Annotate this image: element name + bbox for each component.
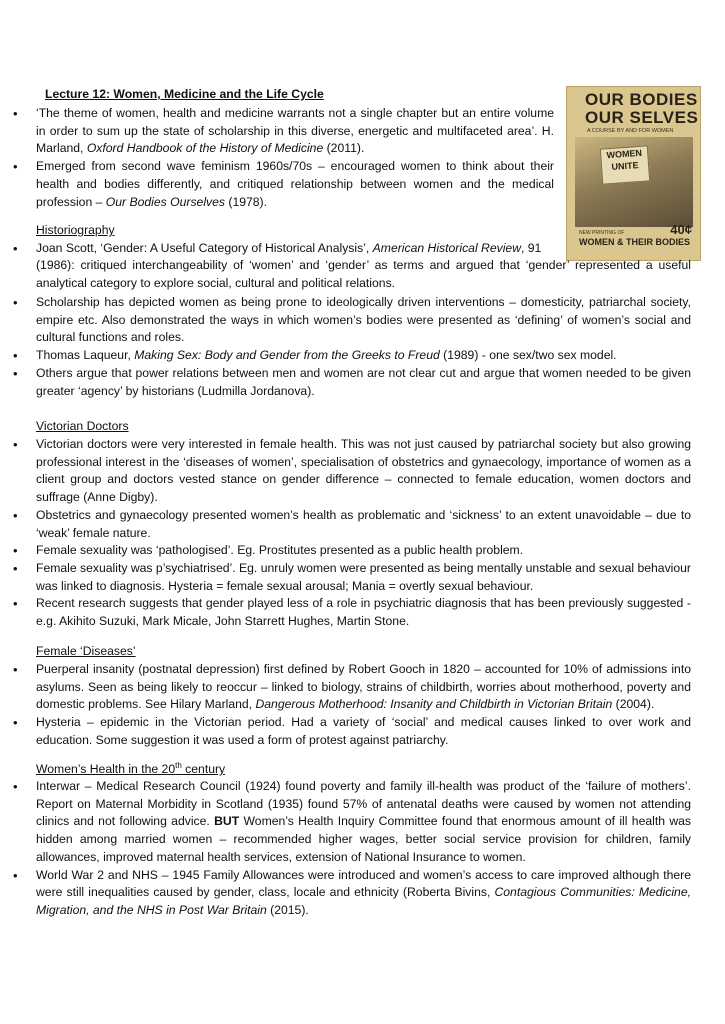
- cover-price: 40¢: [670, 222, 692, 237]
- cover-subtitle: A COURSE BY AND FOR WOMEN: [587, 128, 674, 134]
- list-item: • Female sexuality was p’sychiatrised’. Eg. unruly women were presented as being mentally unstable and sexual behaviour was linked to diagnosis. Hysteria = female sexual arousal; Mania = overtly sexual behaviour.: [20, 560, 691, 595]
- list-item: • Emerged from second wave feminism 1960s/70s – encouraged women to think about their health and bodies differently, and critiqued relationship between women and the medical profession – Our Bodies Ourselves (1978).: [20, 158, 554, 211]
- list-item: • Recent research suggests that gender played less of a role in psychiatric diagnosis that has been previously suggested - e.g. Akihito Suzuki, Mark Micale, John Starrett Hughes, Martin Stone.: [20, 595, 691, 630]
- list-item: • ‘The theme of women, health and medicine warrants not a single chapter but an entire volume in order to sum up the state of scholarship in this diverse, energetic and multifaceted area’. H. Marland, Oxford Handbook of the History of Medicine (2011).: [20, 105, 554, 158]
- list-item: • Thomas Laqueur, Making Sex: Body and Gender from the Greeks to Freud (1989) - one sex/two sex model.: [20, 347, 691, 365]
- cover-title-line2: OUR SELVES: [585, 108, 699, 127]
- list-item: • Obstetrics and gynaecology presented women’s health as problematic and ‘sickness’ to an extent unavoidable – due to ‘weak’ female nature.: [20, 507, 691, 542]
- cover-footer: WOMEN & THEIR BODIES: [579, 237, 691, 247]
- twentieth-list: [20, 778, 691, 920]
- list-item: • World War 2 and NHS – 1945 Family Allowances were introduced and women’s access to care improved although there were still inequalities caused by gender, class, locale and ethnicity (Roberta Bivins, Contagious Communities: Medicine, Migration, and the NHS in Post War Britain (2015).: [20, 867, 691, 920]
- cover-small-text: NEW PRINTING OF: [579, 230, 625, 236]
- diseases-list: [20, 661, 691, 750]
- cover-sign-line1: WOMEN: [606, 147, 643, 161]
- twentieth-heading: Women’s Health in the 20th century: [36, 761, 226, 777]
- book-cover-image: [566, 86, 701, 261]
- list-item: • Others argue that power relations between men and women are not clear cut and argue that women needed to be given greater ‘agency’ by historians (Ludmilla Jordanova).: [20, 365, 691, 400]
- list-item: • Joan Scott, ‘Gender: A Useful Category of Historical Analysis’, American Historical Review, 91: [20, 240, 560, 258]
- historiography-list: [20, 294, 691, 400]
- list-item: • Victorian doctors were very interested in female health. This was not just caused by patriarchal society but also growing professional interest in the ‘diseases of women’, specialisation of obstetrics and gynaecology, importance of women as a client group and doctors vested stance on gender difference – connected to female education, women doctors and suffrage (Anne Digby).: [20, 436, 691, 507]
- historiography-first-continued: (1986): critiqued interchangeability of ‘women’ and ‘gender’ as terms and argued that ‘gender’ represented a useful analytical category to explore social, cultural and political relations.: [36, 258, 691, 290]
- cover-sign-line2: UNITE: [611, 160, 639, 172]
- list-item: • Scholarship has depicted women as being prone to ideologically driven interventions – domesticity, patriarchal society, empire etc. Also demonstrated the ways in which women’s bodies were presented as ‘defining’ of women’s social and cultural functions and roles.: [20, 294, 691, 347]
- intro-list: [20, 105, 554, 211]
- cover-sign: [600, 145, 650, 184]
- list-item: • Female sexuality was ‘pathologised’. Eg. Prostitutes presented as a public health problem.: [20, 542, 691, 560]
- list-item: • Hysteria – epidemic in the Victorian period. Had a variety of ‘social’ and medical causes linked to over work and education. Some suggestion it was used a form of protest against patriarchy.: [20, 714, 691, 749]
- historiography-heading: Historiography: [36, 223, 115, 237]
- list-item: • Interwar – Medical Research Council (1924) found poverty and family ill-health was product of the ‘failure of mothers’. Report on Maternal Morbidity in Scotland (1935) found 57% of antenatal deaths were caused by women not attending clinics and not following advice. BUT Women’s Health Inquiry Committee found that enormous amount of ill health was hidden among married women – recommended higher wages, better social service provision for children, family allowances, improved maternal health services, extension of National Insurance to women.: [20, 778, 691, 867]
- diseases-heading: Female ‘Diseases’: [36, 644, 136, 658]
- victorian-heading: Victorian Doctors: [36, 419, 129, 433]
- victorian-list: [20, 436, 691, 631]
- list-item: • Puerperal insanity (postnatal depression) first defined by Robert Gooch in 1820 – accounted for 10% of admissions into asylums. Seen as being likely to reoccur – linked to biology, strains of childbirth, worries about motherhood, poverty and domestic problems. See Hilary Marland, Dangerous Motherhood: Insanity and Childbirth in Victorian Britain (2004).: [20, 661, 691, 714]
- cover-title-line1: OUR BODIES: [585, 90, 698, 109]
- historiography-first-list: [20, 240, 560, 258]
- page-title: Lecture 12: Women, Medicine and the Life Cycle: [45, 87, 324, 101]
